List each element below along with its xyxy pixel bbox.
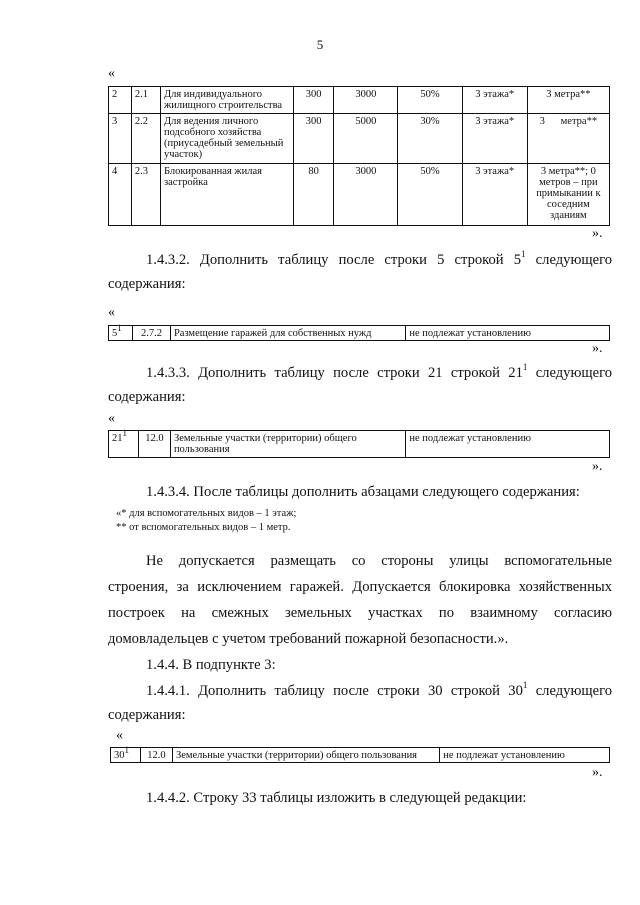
setback: 3 метра** [527, 114, 609, 164]
floors: 3 этажа* [462, 114, 527, 164]
page-number: 5 [316, 37, 324, 52]
open-quote: « [108, 411, 115, 426]
row-name: Для индивидуального жилищного строительства [160, 87, 293, 114]
percent: 30% [398, 114, 462, 164]
row-code: 2.3 [131, 164, 160, 226]
row-code: 2.1 [131, 87, 160, 114]
common-land-table [108, 427, 610, 458]
section-1-4-3-2-line2: содержания: [108, 276, 186, 292]
table-row [109, 431, 610, 458]
footnote-floors: «* для вспомогательных видов – 1 этаж; [116, 508, 297, 519]
row-number: 2 [109, 87, 132, 114]
row-value: не подлежат установлению [406, 326, 610, 341]
section-1-4-3-4: 1.4.3.4. После таблицы дополнить абзацами следующего содержания: [146, 484, 580, 500]
section-1-4-3-3-line2: содержания: [108, 389, 186, 405]
row-number: $21^1$ [109, 431, 139, 458]
row-code: 12.0 [138, 431, 170, 458]
footnote-setback: ** от вспомогательных видов – 1 метр. [116, 522, 291, 533]
row-name: Земельные участки (территории) общего пользования [170, 431, 405, 458]
row-name: Блокированная жилая застройка [160, 164, 293, 226]
close-quote: ». [592, 341, 603, 356]
table-row [109, 114, 610, 164]
setback: 3 метра**; 0 метров – при примыкании к соседним зданиям [527, 164, 609, 226]
row-value: не подлежат установлению [440, 748, 610, 763]
min-area: 300 [294, 87, 334, 114]
open-quote: « [116, 728, 123, 743]
row-number: $30^1$ [111, 748, 141, 763]
close-quote: ». [592, 226, 603, 241]
max-area: 5000 [334, 114, 398, 164]
close-quote: ». [592, 765, 603, 780]
section-1-4-4-1-line2: содержания: [108, 707, 186, 723]
paragraph-line: построек на смежных земельных участках по взаимному согласию [108, 605, 612, 621]
paragraph-line: домовладельцев с учетом требований пожарной безопасности.». [108, 631, 509, 647]
floors: 3 этажа* [462, 87, 527, 114]
percent: 50% [398, 164, 462, 226]
row-name: Размещение гаражей для собственных нужд [170, 326, 405, 341]
section-1-4-4: 1.4.4. В подпункте 3: [146, 657, 276, 673]
row-code: 12.0 [140, 748, 172, 763]
row-name: Для ведения личного подсобного хозяйства (приусадебный земельный участок) [160, 114, 293, 164]
row-code: 2.2 [131, 114, 160, 164]
section-1-4-3-3: 1.4.3.3. Дополнить таблицу после строки 21 строкой $21^1$ следующего [146, 362, 612, 381]
min-area: 80 [294, 164, 334, 226]
garage-row-table [108, 322, 610, 341]
table-row [109, 326, 610, 341]
section-1-4-4-1: 1.4.4.1. Дополнить таблицу после строки 30 строкой $30^1$ следующего [146, 680, 612, 699]
row-number: 3 [109, 114, 132, 164]
min-area: 300 [294, 114, 334, 164]
section-1-4-4-2: 1.4.4.2. Строку 33 таблицы изложить в следующей редакции: [146, 790, 527, 806]
row-number: $5^1$ [109, 326, 133, 341]
max-area: 3000 [334, 87, 398, 114]
row-code: 2.7.2 [132, 326, 170, 341]
section-1-4-3-2: 1.4.3.2. Дополнить таблицу после строки 5 строкой $5^1$ следующего [146, 249, 612, 268]
close-quote: ». [592, 459, 603, 474]
paragraph-line: строения, за исключением гаражей. Допускается блокировка хозяйственных [108, 579, 612, 595]
table-row [109, 164, 610, 226]
open-quote: « [108, 66, 115, 81]
percent: 50% [398, 87, 462, 114]
row-number: 4 [109, 164, 132, 226]
table-row [111, 748, 610, 763]
common-land-table-30 [110, 744, 610, 763]
row-value: не подлежат установлению [406, 431, 610, 458]
max-area: 3000 [334, 164, 398, 226]
paragraph-line: Не допускается размещать со стороны улицы вспомогательные [146, 553, 612, 569]
open-quote: « [108, 305, 115, 320]
floors: 3 этажа* [462, 164, 527, 226]
table-row [109, 87, 610, 114]
setback: 3 метра** [527, 87, 609, 114]
land-use-table [108, 86, 610, 226]
row-name: Земельные участки (территории) общего пользования [172, 748, 439, 763]
